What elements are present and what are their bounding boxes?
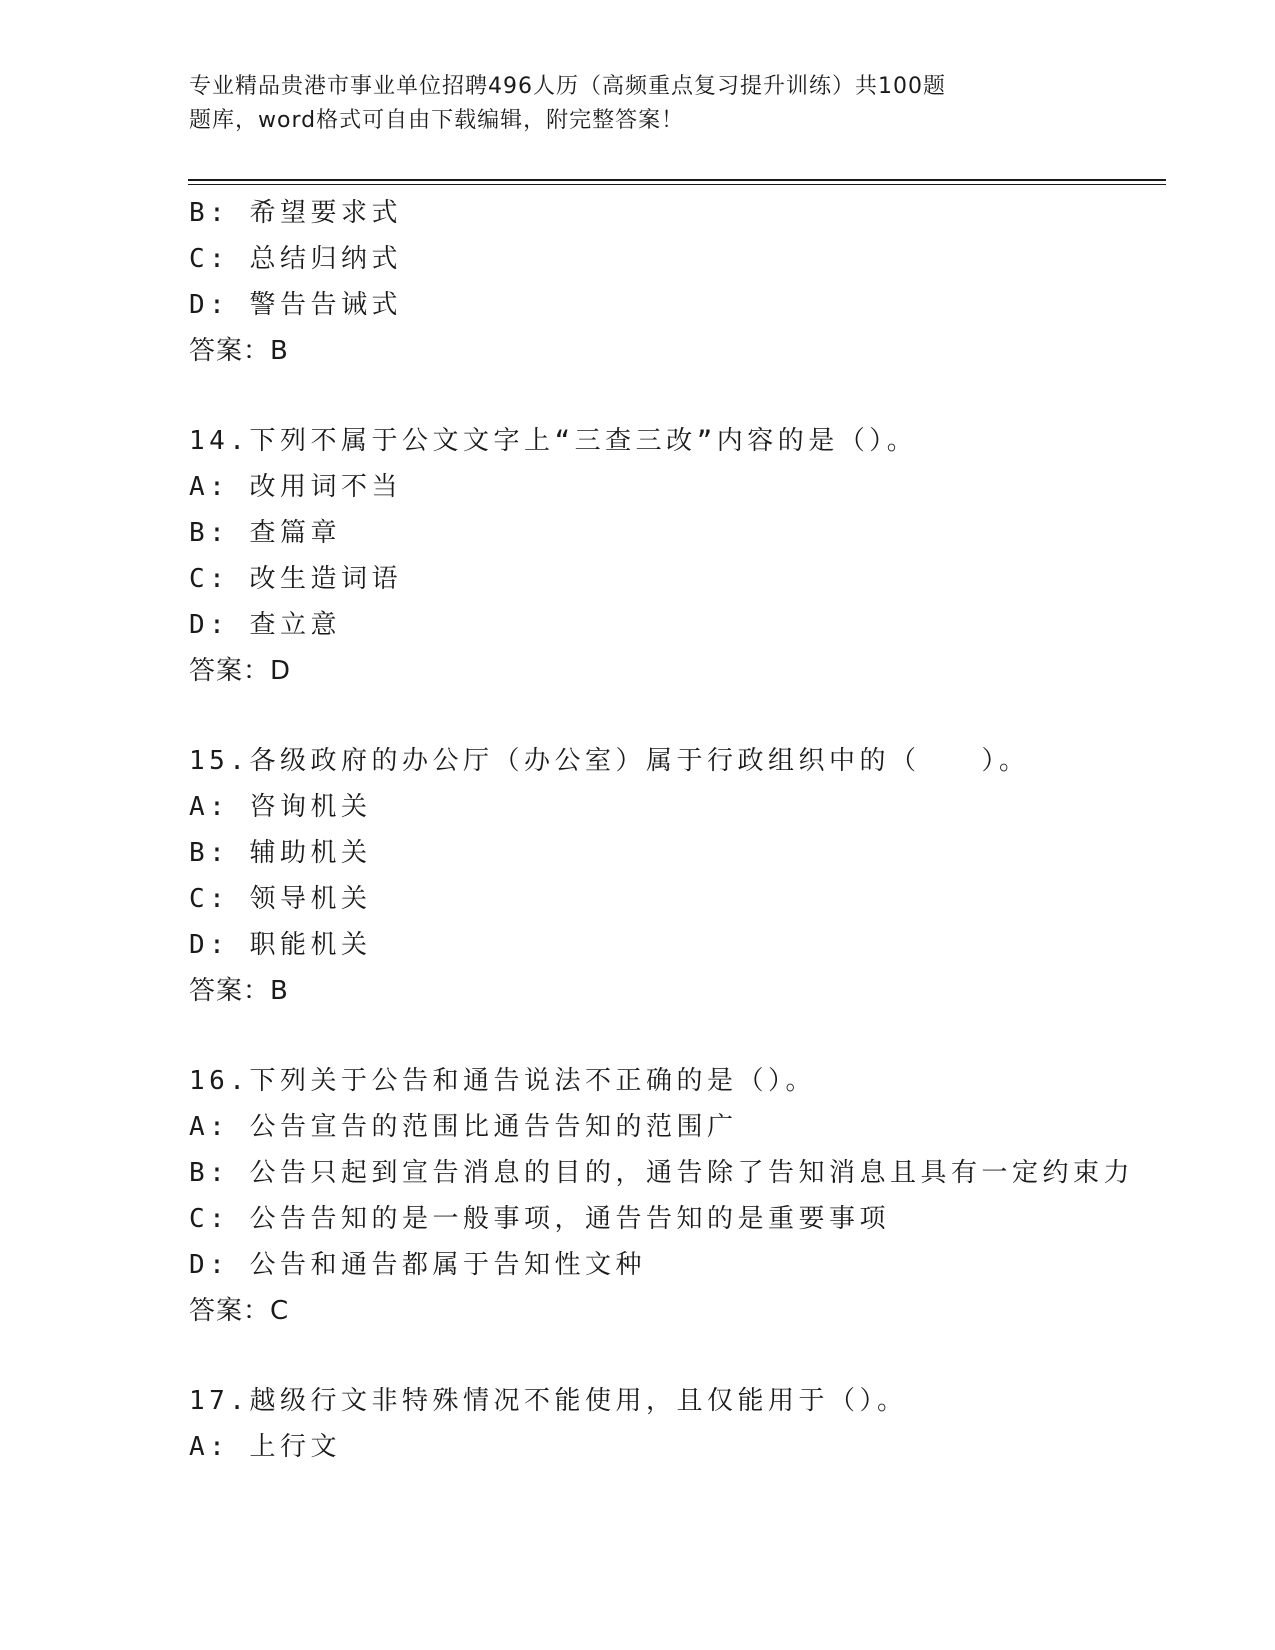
option-a: A: 咨询机关 (189, 792, 372, 822)
option-a: A: 公告宣告的范围比通告告知的范围广 (189, 1112, 738, 1142)
option-c: C: 总结归纳式 (189, 244, 402, 274)
answer-line: 答案：B (189, 976, 289, 1006)
document-header (189, 70, 1039, 138)
option-d: D: 查立意 (189, 610, 341, 640)
question-14 (189, 418, 1189, 694)
option-d: D: 职能机关 (189, 930, 372, 960)
question-16 (189, 1058, 1189, 1334)
header-divider-thick (188, 179, 1166, 181)
question-stem: 16.下列关于公告和通告说法不正确的是（）。 (189, 1066, 816, 1096)
option-c: C: 领导机关 (189, 884, 372, 914)
option-b: B: 公告只起到宣告消息的目的，通告除了告知消息且具有一定约束力 (189, 1158, 1134, 1188)
option-c: C: 公告告知的是一般事项，通告告知的是重要事项 (189, 1204, 890, 1234)
option-b: B: 辅助机关 (189, 838, 372, 868)
question-17 (189, 1378, 1189, 1470)
question-stem: 15.各级政府的办公厅（办公室）属于行政组织中的（ ）。 (189, 746, 1030, 776)
option-a: A: 上行文 (189, 1432, 341, 1462)
header-title-line-1: 专业精品贵港市事业单位招聘496人历（高频重点复习提升训练）共100题 (189, 74, 946, 99)
answer-line: 答案：B (189, 336, 289, 366)
option-d: D: 警告告诫式 (189, 290, 402, 320)
question-stem: 14.下列不属于公文文字上“三查三改”内容的是（）。 (189, 426, 918, 456)
option-a: A: 改用词不当 (189, 472, 402, 502)
answer-line: 答案：C (189, 1296, 290, 1326)
option-d: D: 公告和通告都属于告知性文种 (189, 1250, 646, 1280)
question-list (189, 190, 1189, 1470)
header-divider-thin (188, 184, 1166, 185)
option-b: B: 查篇章 (189, 518, 341, 548)
answer-line: 答案：D (189, 656, 292, 686)
question-15 (189, 738, 1189, 1014)
option-b: B: 希望要求式 (189, 198, 402, 228)
header-title-line-2: 题库，word格式可自由下载编辑，附完整答案！ (189, 108, 685, 133)
question-13-continuation (189, 190, 1189, 374)
question-stem: 17.越级行文非特殊情况不能使用，且仅能用于（）。 (189, 1386, 908, 1416)
option-c: C: 改生造词语 (189, 564, 402, 594)
